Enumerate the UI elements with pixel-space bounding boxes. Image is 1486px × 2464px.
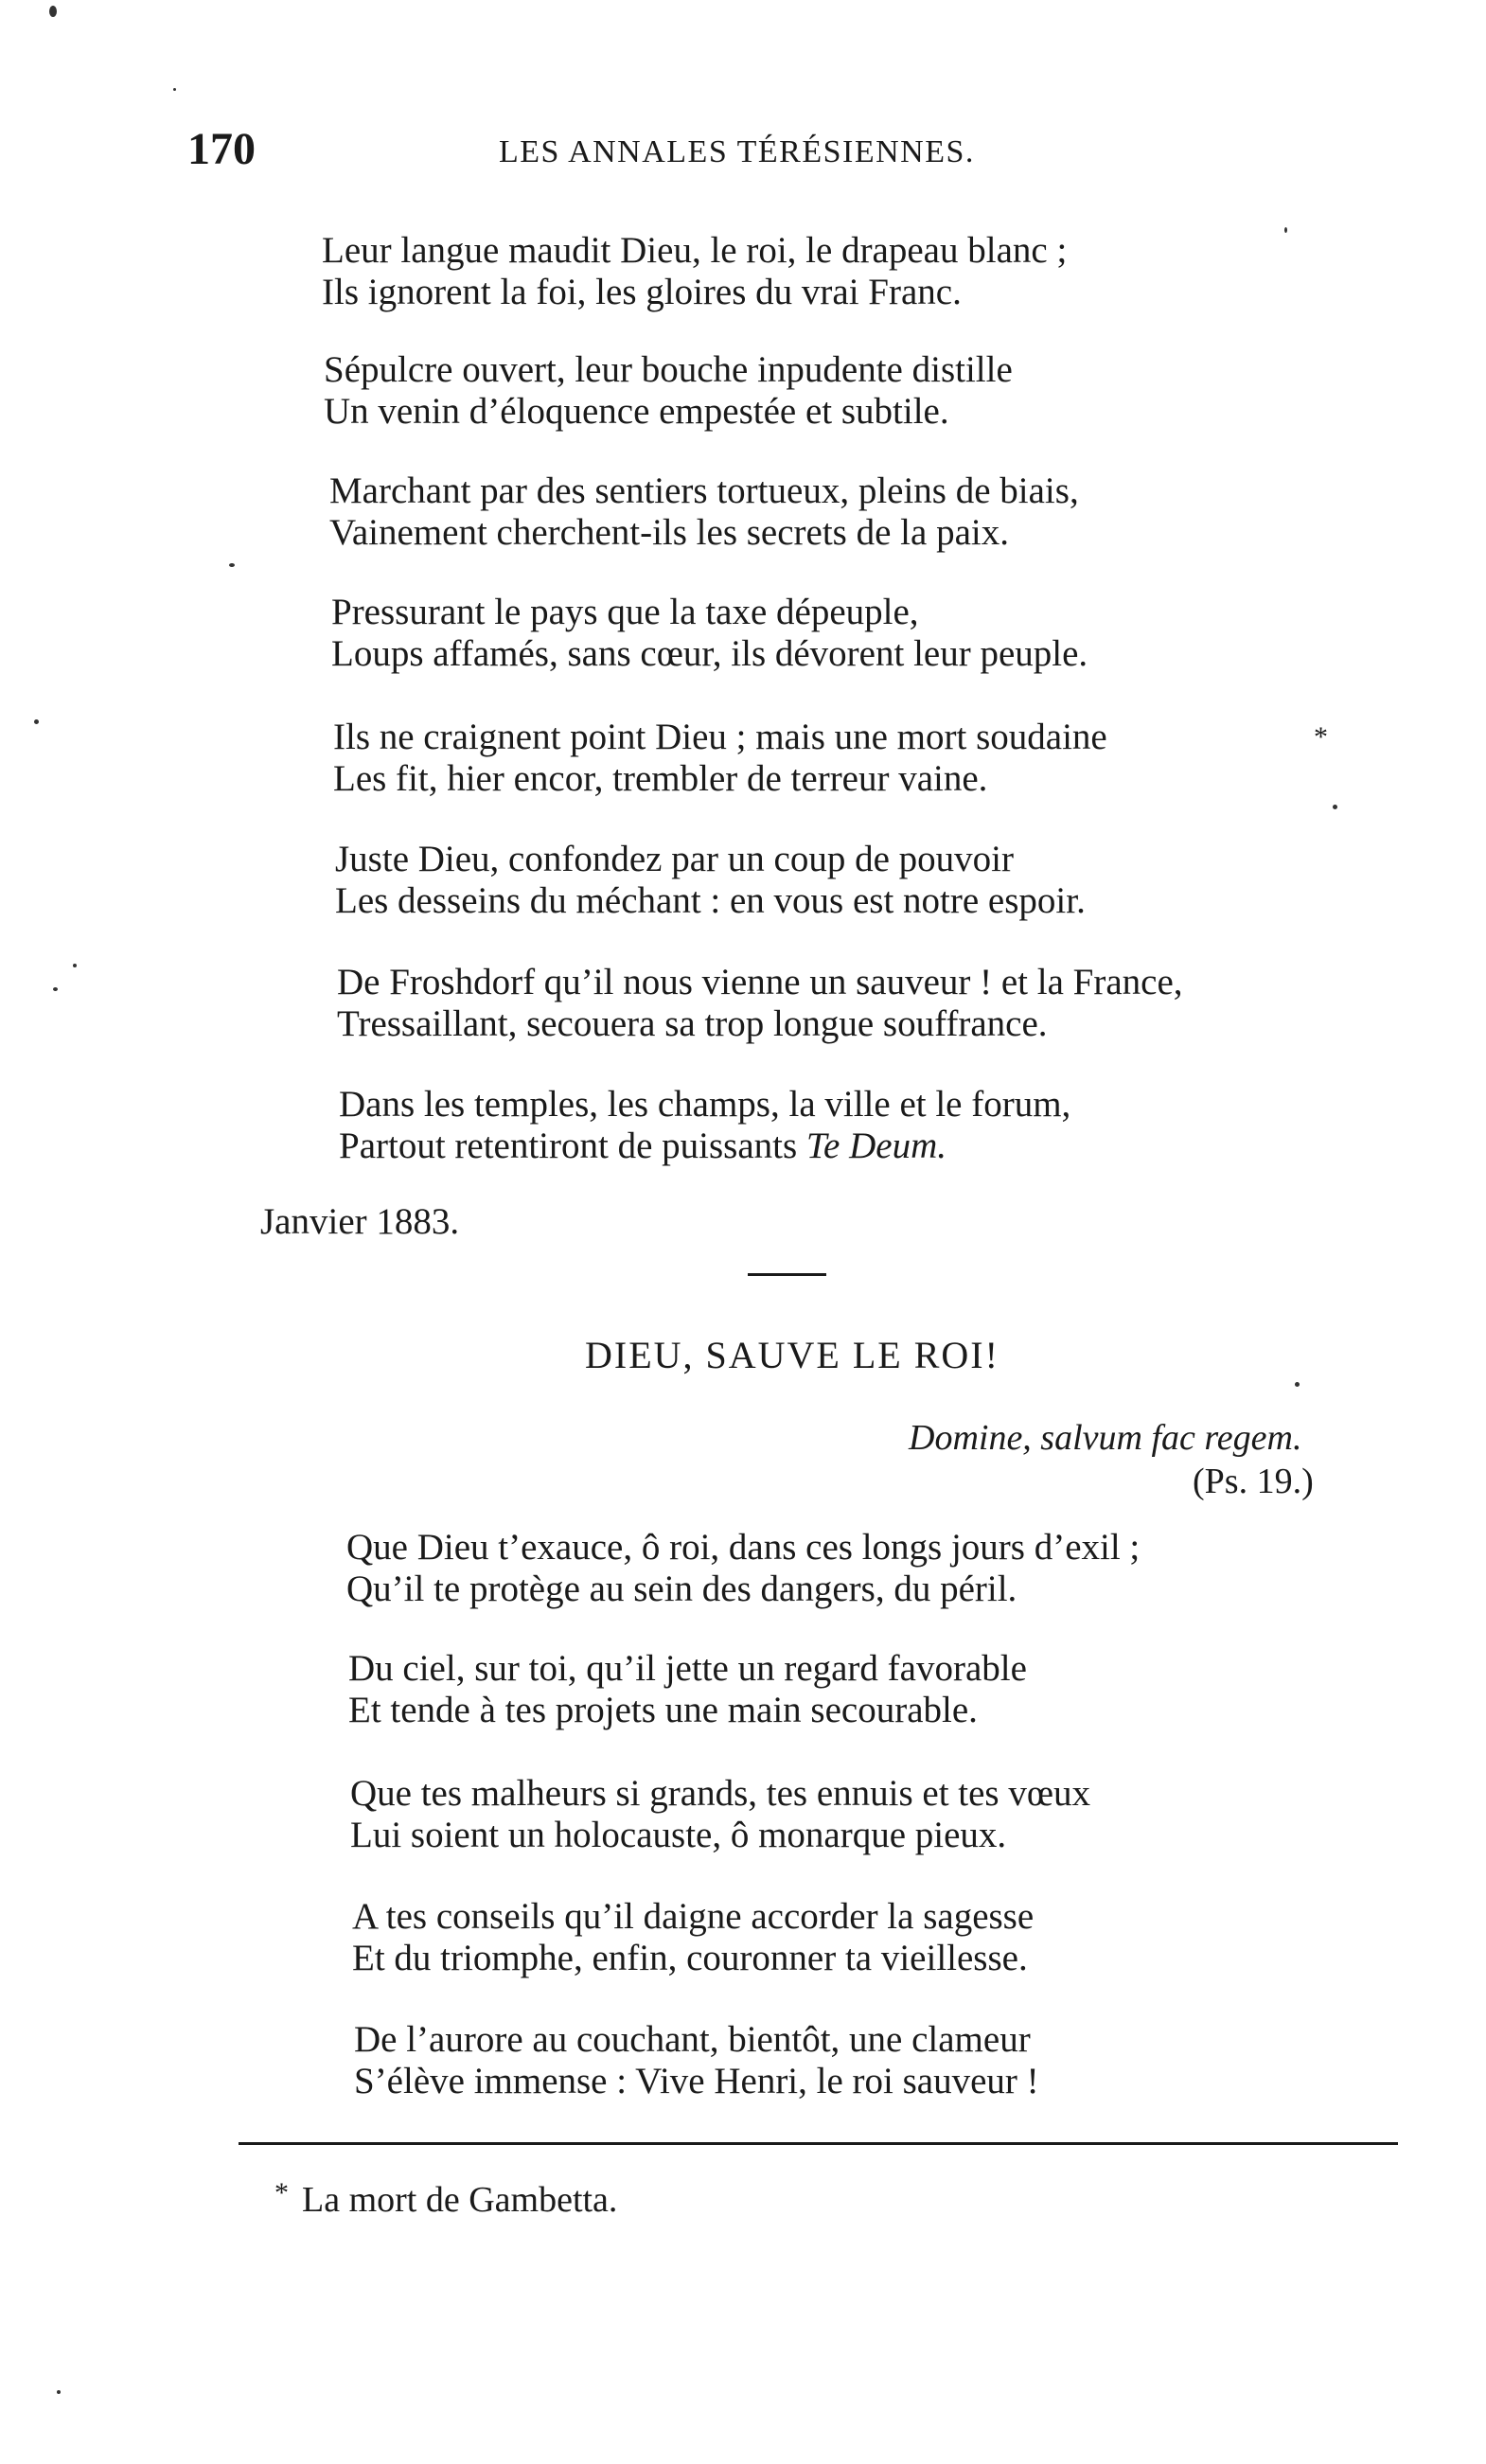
italic-text: Te Deum. xyxy=(805,1126,946,1166)
verse-line: De Froshdorf qu’il nous vienne un sauveur ! et la France, xyxy=(337,962,1183,1002)
footnote-rule xyxy=(239,2142,1398,2145)
verse-line: Ils ignorent la foi, les gloires du vrai Franc. xyxy=(322,272,962,312)
verse-line: Qu’il te protège au sein des dangers, du péril. xyxy=(346,1569,1017,1609)
footnote-mark: * xyxy=(1314,721,1328,753)
verse-line: Que tes malheurs si grands, tes ennuis et tes vœux xyxy=(350,1773,1091,1814)
verse-line: Dans les temples, les champs, la ville et le forum, xyxy=(339,1084,1071,1125)
verse-line: Pressurant le pays que la taxe dépeuple, xyxy=(331,592,919,632)
page-number: 170 xyxy=(187,124,256,174)
print-speck xyxy=(53,987,58,991)
verse-line: Ils ne craignent point Dieu ; mais une mort soudaine xyxy=(333,717,1107,757)
verse-line: Leur langue maudit Dieu, le roi, le drapeau blanc ; xyxy=(322,230,1068,271)
verse-line: A tes conseils qu’il daigne accorder la sagesse xyxy=(352,1896,1035,1937)
verse-line: S’élève immense : Vive Henri, le roi sauveur ! xyxy=(354,2061,1039,2101)
verse-line: Loups affamés, sans cœur, ils dévorent leur peuple. xyxy=(331,633,1088,674)
verse-line xyxy=(339,1126,946,1167)
verse-line: Sépulcre ouvert, leur bouche inpudente distille xyxy=(324,349,1013,390)
print-speck xyxy=(173,88,176,91)
footnote-text: La mort de Gambetta. xyxy=(302,2180,618,2220)
verse-line: Que Dieu t’exauce, ô roi, dans ces longs jours d’exil ; xyxy=(346,1527,1141,1568)
verse-line: Vainement cherchent-ils les secrets de la paix. xyxy=(329,512,1009,553)
verse-line: Lui soient un holocauste, ô monarque pieux. xyxy=(350,1815,1007,1855)
section-separator xyxy=(748,1273,826,1276)
poem-title: DIEU, SAUVE LE ROI! xyxy=(585,1334,1000,1376)
epigraph-reference: (Ps. 19.) xyxy=(1193,1462,1314,1501)
running-title: LES ANNALES TÉRÉSIENNES. xyxy=(499,134,975,169)
footnote-marker: * xyxy=(274,2177,289,2208)
verse-text: Partout retentiront de puissants xyxy=(339,1126,798,1166)
verse-line: Les fit, hier encor, trembler de terreur vaine. xyxy=(333,758,988,799)
verse-line: De l’aurore au couchant, bientôt, une clameur xyxy=(354,2019,1031,2060)
verse-line: Et du triomphe, enfin, couronner ta vieillesse. xyxy=(352,1938,1028,1978)
verse-line: Tressaillant, secouera sa trop longue souffrance. xyxy=(337,1003,1048,1044)
print-speck xyxy=(229,563,235,567)
footnote xyxy=(274,2177,617,2221)
print-speck xyxy=(34,719,39,724)
print-speck xyxy=(49,6,57,17)
verse-line: Un venin d’éloquence empestée et subtile. xyxy=(324,391,949,432)
verse-line: Juste Dieu, confondez par un coup de pouvoir xyxy=(335,839,1014,879)
print-speck xyxy=(1333,805,1337,809)
print-speck xyxy=(1295,1382,1300,1387)
verse-line: Du ciel, sur toi, qu’il jette un regard favorable xyxy=(348,1648,1027,1689)
verse-line: Les desseins du méchant : en vous est notre espoir. xyxy=(335,880,1086,921)
verse-line: Marchant par des sentiers tortueux, pleins de biais, xyxy=(329,470,1079,511)
print-speck xyxy=(1284,227,1287,233)
print-speck xyxy=(73,964,77,967)
verse-line: Et tende à tes projets une main secourable. xyxy=(348,1690,978,1730)
epigraph: Domine, salvum fac regem. xyxy=(909,1418,1302,1458)
poem-date: Janvier 1883. xyxy=(260,1201,460,1242)
print-speck xyxy=(57,2390,61,2394)
